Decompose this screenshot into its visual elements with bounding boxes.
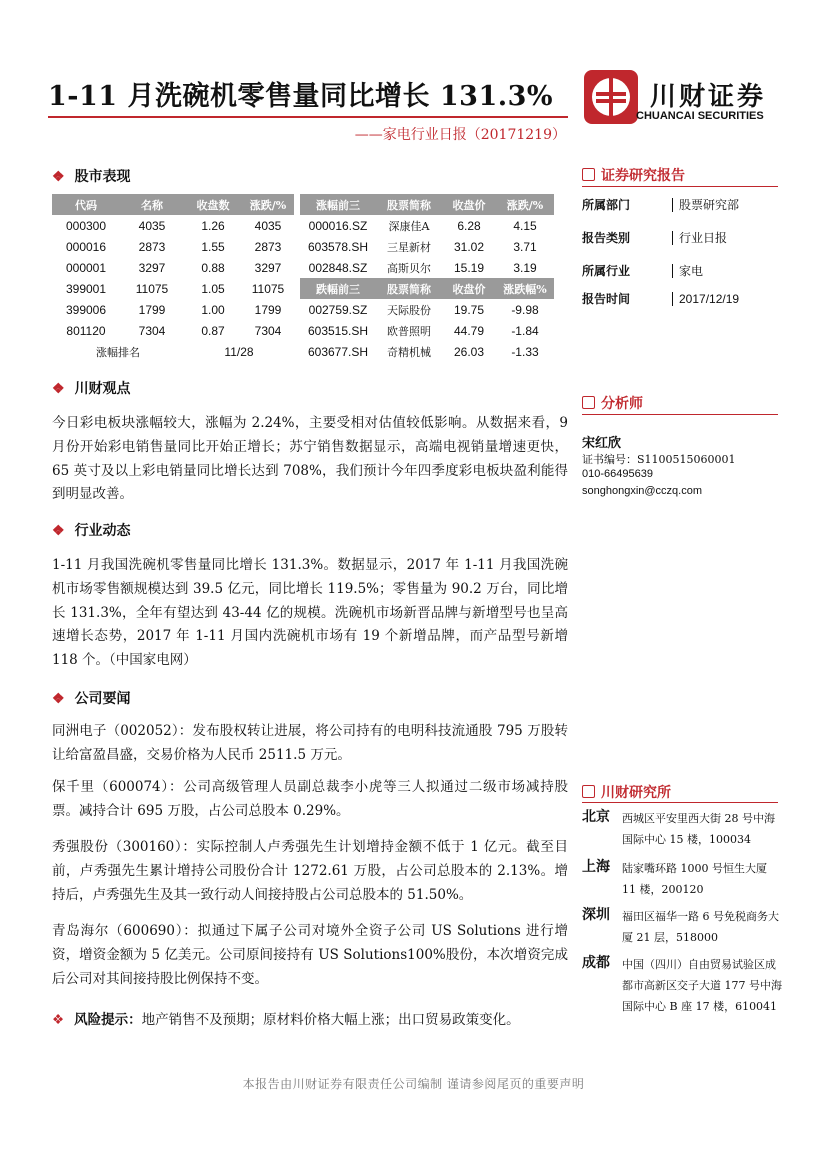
index-code: 000001 [65,260,107,275]
stock-code: 603515.SH [307,323,369,338]
diamond-icon: ❖ [52,1012,65,1028]
office-city: 成都 [582,955,610,971]
gain-header: 收盘价 [442,194,496,215]
loss-header: 股票简称 [376,278,442,299]
office-city: 上海 [582,859,610,875]
report-type-heading: 证券研究报告 [582,165,685,185]
stock-name: 奇精机械 [387,345,431,359]
stock-close: 26.03 [453,344,485,359]
stock-change: -1.33 [511,344,539,359]
viewpoint-text: 今日彩电板块涨幅较大，涨幅为 2.24%，主要受相对估值较低影响。从数据来看，9 月份开始彩电销售量同比开始正增长；苏宁销售数据显示，高端电视销量增速更快，65 英寸及以上彩电销量同比增长达到 708%，我们预计今年四季度彩电板块盈利能得到明显改善。 [52,415,568,503]
index-close: 0.88 [201,260,225,275]
institute-heading: 川财研究所 [582,782,671,802]
loss-header: 收盘价 [442,278,496,299]
stock-name: 高斯贝尔 [387,261,431,275]
company-logo-icon [582,68,640,126]
left-header: 涨跌/% [242,194,294,215]
stock-change: -9.98 [511,302,539,317]
stock-close: 15.19 [453,260,485,275]
gain-header: 涨幅前三 [300,194,376,215]
stock-code: 002759.SZ [308,302,368,317]
index-code: 000016 [65,239,107,254]
index-change: 4035 [254,218,282,233]
company-news-item: 保千里（600074）：公司高级管理人员副总裁李小虎等三人拟通过二级市场减持股票。减持合计 695 万股，占公司总股本 0.29%。 [52,779,568,819]
stock-change: 4.15 [513,218,537,233]
stock-close: 6.28 [457,218,481,233]
diamond-icon: ❖ [52,169,65,185]
table-row [52,257,554,278]
index-code: 399006 [65,302,107,317]
section-industry-heading: ❖ 行业动态 [52,523,131,539]
office-address: 陆家嘴环路 1000 号恒生大厦 11 楼，200120 [622,862,767,896]
company-logo-text: 川财证券 [650,81,767,111]
square-icon [582,785,595,798]
table-row [52,299,554,320]
index-code: 000300 [65,218,107,233]
footer-disclaimer: 本报告由川财证券有限责任公司编制 谨请参阅尾页的重要声明 [242,1077,585,1091]
stock-code: 000016.SZ [308,218,368,233]
index-value: 3297 [138,260,166,275]
sidebar-divider [582,186,778,187]
stock-close: 19.75 [453,302,485,317]
company-news-item: 同洲电子（002052）：发布股权转让进展，将公司持有的电明科技流通股 795 万股转让给富盈昌盛，交易价格为人民币 2511.5 万元。 [52,723,568,763]
left-header: 收盘数 [184,194,242,215]
index-value: 1799 [138,302,166,317]
index-value: 4035 [138,218,166,233]
stock-name: 欧普照明 [387,324,431,338]
risk-label: 风险提示： [74,1012,142,1028]
analyst-phone: 010-66495639 [582,468,653,480]
index-code: 399001 [65,281,107,296]
section-market-heading: ❖ 股市表现 [52,169,131,185]
page-subtitle: ——家电行业日报（20171219） [354,127,566,143]
square-icon [582,396,595,409]
diamond-icon: ❖ [52,691,65,707]
gain-header: 涨跌/% [496,194,554,215]
market-table [52,194,554,362]
index-close: 1.26 [201,218,225,233]
diamond-icon: ❖ [52,523,65,539]
stock-close: 44.79 [453,323,485,338]
rank-value: 11/28 [224,344,254,359]
analyst-cert: 证书编号：S1100515060001 [582,453,736,466]
stock-change: -1.84 [511,323,539,338]
analyst-email: songhongxin@cczq.com [582,485,703,497]
section-viewpoint-heading: ❖ 川财观点 [52,381,131,397]
stock-change: 3.71 [513,239,537,254]
diamond-icon: ❖ [52,381,65,397]
stock-change: 3.19 [513,260,537,275]
analyst-name: 宋红欣 [582,436,622,451]
stock-name: 天际股份 [387,303,431,317]
index-change: 2873 [254,239,282,254]
stock-code: 603578.SH [307,239,369,254]
company-logo-english: CHUANCAI SECURITIES [636,110,764,122]
index-value: 2873 [138,239,166,254]
left-header: 代码 [52,194,120,215]
index-close: 1.05 [201,281,225,296]
loss-header: 涨跌幅% [496,278,554,299]
analyst-heading: 分析师 [582,393,643,413]
title-divider [48,116,568,118]
table-row [52,341,554,362]
left-header: 名称 [120,194,184,215]
risk-text: 地产销售不及预期；原材料价格大幅上涨；出口贸易政策变化。 [141,1012,520,1028]
index-change: 7304 [254,323,282,338]
stock-name: 深康佳A [388,219,430,233]
index-value: 11075 [135,281,169,296]
office-city: 北京 [582,809,610,825]
index-close: 0.87 [201,323,225,338]
stock-code: 002848.SZ [308,260,368,275]
info-report-type: 报告类别 行业日报 [582,231,728,245]
stock-code: 603677.SH [307,344,369,359]
gain-header: 股票简称 [376,194,442,215]
index-close: 1.55 [201,239,225,254]
index-code: 801120 [66,323,106,338]
loss-header: 跌幅前三 [300,278,376,299]
sidebar-divider [582,414,778,415]
info-date: 报告时间 2017/12/19 [582,292,740,306]
square-icon [582,168,595,181]
rank-label: 涨幅排名 [96,345,140,359]
risk-warning [52,1008,520,1028]
office-city: 深圳 [582,907,610,923]
table-row [52,278,554,299]
page-title: 1-11 月洗碗机零售量同比增长 131.3% [48,81,554,112]
stock-close: 31.02 [453,239,485,254]
info-industry: 所属行业 家电 [582,264,704,278]
section-company-heading: ❖ 公司要闻 [52,691,131,707]
index-change: 3297 [254,260,282,275]
table-row [52,236,554,257]
index-change: 11075 [251,281,285,296]
industry-text: 1-11 月我国洗碗机零售量同比增长 131.3%。数据显示，2017 年 1-11 月我国洗碗机市场零售额规模达到 39.5 亿元，同比增长 119.5%；零售量为 90.2 万台，同比增长 131.3%，全年有望达到 43-44 亿的规模。洗碗机市场新晋品牌与新增型号也呈高速增长态势，2017 年 1-11 月国内洗碗机市场有 19 个新增品牌，而产品型号新增 118 个。（中国家电网） [52,557,568,669]
company-news-item: 秀强股份（300160）：实际控制人卢秀强先生计划增持金额不低于 1 亿元。截至目前，卢秀强先生累计增持公司股份合计 1272.61 万股，占公司总股本的 2.13%。增持后，卢秀强先生及其一致行动人间接持股占公司总股本的 51.50%。 [52,839,568,903]
index-value: 7304 [138,323,166,338]
stock-name: 三星新材 [387,240,431,254]
table-row [52,320,554,341]
info-department: 所属部门 股票研究部 [582,198,740,212]
table-row [52,215,554,236]
office-address: 中国（四川）自由贸易试验区成都市高新区交子大道 177 号中海国际中心 B 座 17 楼，610041 [622,958,782,1013]
office-address: 福田区福华一路 6 号免税商务大厦 21 层，518000 [622,910,779,944]
office-address: 西城区平安里西大街 28 号中海国际中心 15 楼，100034 [622,812,775,846]
company-news-item: 青岛海尔（600690）：拟通过下属子公司对境外全资子公司 US Solutions 进行增资，增资金额为 5 亿美元。公司原间接持有 US Solutions100%股份，本次增资完成后公司对其间接持股比例保持不变。 [52,923,568,987]
index-close: 1.00 [201,302,225,317]
sidebar-divider [582,802,778,803]
index-change: 1799 [254,302,282,317]
